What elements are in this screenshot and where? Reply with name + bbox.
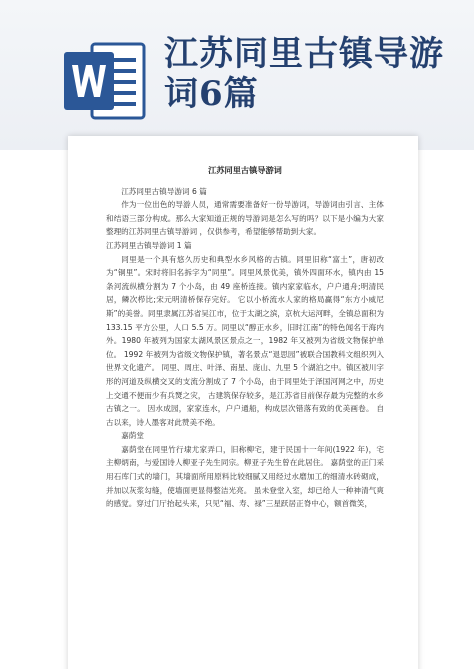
- document-body: [106, 164, 384, 511]
- section-heading: 江苏同里古镇导游词 1 篇: [106, 240, 192, 250]
- header-banner: [0, 0, 474, 150]
- sub-heading: 嘉荫堂: [121, 431, 144, 441]
- word-document-icon: [62, 38, 148, 124]
- document-page: [68, 136, 418, 669]
- page-title: 江苏同里古镇导游词6篇: [164, 34, 444, 114]
- body-paragraph-2: 嘉荫堂在同里竹行埭尤家弄口，旧称柳宅，建于民国十一年间(1922 年)，宅主柳炳南，与爱国诗人柳亚子先生同宗。柳亚子先生曾在此居住。 嘉荫堂的正门采用石库门式的墙门，其墙面所用原料比较细腻又用经过水磨加工的细清水砖砌成，并加以灰浆勾缝，使墙面更显得整洁光亮。 虽未登堂入室，却已给人一种神清气爽的感觉。穿过门厅抬起头来，只见“福、寿、禄”三星跃居正脊中心，额首微笑，: [106, 444, 384, 509]
- document-title: 江苏同里古镇导游词: [208, 165, 282, 175]
- document-subtitle: 江苏同里古镇导游词 6 篇: [121, 186, 207, 196]
- body-paragraph-1: 同里是一个具有悠久历史和典型水乡风格的古镇。同里旧称“富土”，唐初改为“铜里”。宋时将旧名拆字为“同里”。同里风景优美，镇外四面环水，镇内由 15 条河流纵横分割为 7 个小岛，由 49 座桥连接。镇内家家临水，户户通舟;明清民居，鳞次栉比;宋元明清桥保存完好。 它以小桥流水人家的格局赢得“东方小威尼斯”的美誉。同里隶属江苏省吴江市，位于太湖之滨，京杭大运河畔，全镇总面积为 133.15 平方公里，人口 5.5 万。同里以“醇正水乡，旧时江南”的特色闻名于海内外。1980 年被列为国家太湖风景区景点之一，1982 年又被列为省级文物保护单位。 1992 年被列为省级文物保护镇，著名景点“退思园”被联合国教科文组织列入世界文化遗产。 同里、周庄、叶泽、南星、庞山、九里 5 个湖泊之中。镇区被川字形的河道及纵横交叉的支流分割成了 7 个小岛，由于同里处于泽国河网之中，历史上交通不便而少有兵燹之灾， 古建筑保存较多，是江苏省目前保存最为完整的水乡古镇之一。 因水成园，家家连水，户户通船，构成层次错落有致的优美画卷。 自古以来，诗人墨客对此赞美不绝。: [106, 254, 384, 427]
- intro-paragraph: 作为一位出色的导游人员，通常需要准备好一份导游词，导游词由引言、主体和结语三部分构成。那么大家知道正规的导游词是怎么写的吗？以下是小编为大家整理的江苏同里古镇导游词 ，仅供参考，希望能够帮助到大家。: [106, 200, 384, 237]
